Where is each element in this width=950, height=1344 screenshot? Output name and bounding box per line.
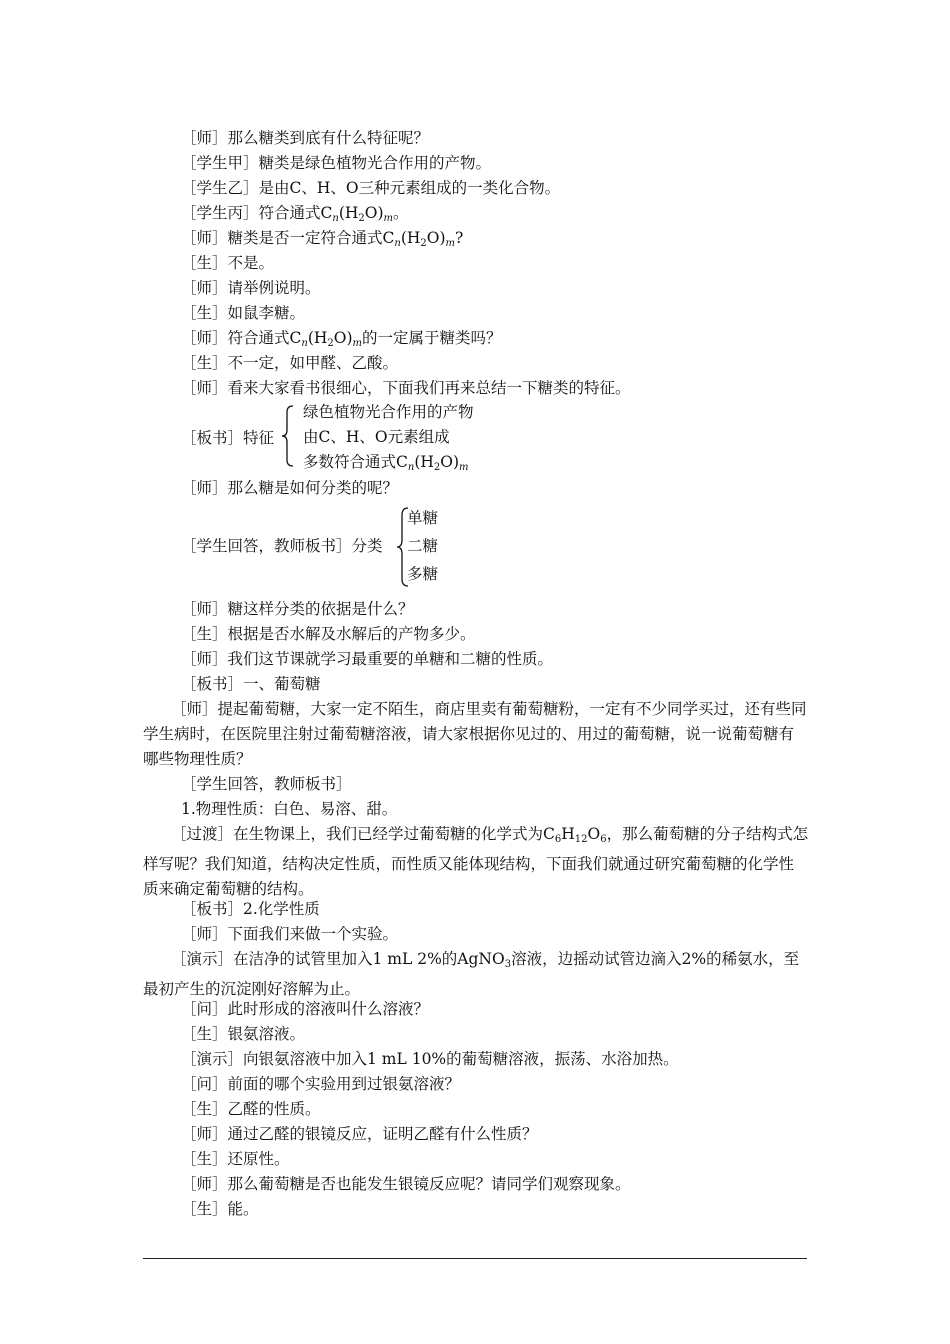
feature-item: 绿色植物光合作用的产物 (303, 403, 474, 421)
paragraph: ［师］提起葡萄糖，大家一定不陌生，商店里卖有葡萄糖粉，一定有不少同学买过，还有些同学生病时，在医院里注射过葡萄糖溶液，请大家根据你见过的、用过的葡萄糖，说一说葡萄糖有哪些物理性质？ (143, 700, 807, 768)
classification-label: ［学生回答，教师板书］分类 (181, 537, 383, 555)
line: ［板书］一、葡萄糖 (181, 675, 321, 693)
line: ［师］请举例说明。 (181, 279, 321, 297)
line: ［生］不是。 (181, 254, 275, 272)
line: ［师］那么葡萄糖是否也能发生银镜反应呢？请同学们观察现象。 (181, 1175, 631, 1193)
line: ［师］通过乙醛的银镜反应，证明乙醛有什么性质？ (181, 1125, 538, 1143)
line: ［生］根据是否水解及水解后的产物多少。 (181, 625, 476, 643)
footer-rule (143, 1258, 807, 1259)
line-formula: ［师］糖类是否一定符合通式$Cn(H_2O)m$? (181, 229, 464, 249)
line: ［生］还原性。 (181, 1150, 290, 1168)
features-label: ［板书］特征 (181, 429, 275, 447)
line: ［问］前面的哪个实验用到过银氨溶液？ (181, 1075, 461, 1093)
line: ［生］能。 (181, 1200, 259, 1218)
line: ［师］那么糖是如何分类的呢？ (181, 479, 399, 497)
line-formula: ［学生丙］符合通式$Cn(H_2O)m$。 (181, 204, 409, 224)
line-formula: ［师］符合通式$Cn(H_2O)m$的一定属于糖类吗？ (181, 329, 502, 349)
line: ［师］我们这节课就学习最重要的单糖和二糖的性质。 (181, 650, 554, 668)
line: ［师］看来大家看书很细心，下面我们再来总结一下糖类的特征。 (181, 379, 631, 397)
line: ［学生甲］糖类是绿色植物光合作用的产物。 (181, 154, 492, 172)
line: ［师］那么糖类到底有什么特征呢？ (181, 129, 430, 147)
line: ［师］糖这样分类的依据是什么？ (181, 600, 414, 618)
classification-item: 二糖 (407, 537, 439, 555)
brace-features (281, 404, 295, 468)
paragraph-formula: ［过渡］在生物课上，我们已经学过葡萄糖的化学式为$C_6H_{12}O_6$，那么葡萄糖的分子结构式怎样写呢？我们知道，结构决定性质，而性质又能体现结构，下面我们就通过研究葡萄糖的化学性质来确定葡萄糖的结构。 (143, 825, 809, 898)
line: ［学生回答，教师板书］ (181, 775, 352, 793)
line: ［生］乙醛的性质。 (181, 1100, 321, 1118)
line: ［演示］向银氨溶液中加入1 mL 10%的葡萄糖溶液，振荡、水浴加热。 (181, 1050, 679, 1068)
line: ［生］银氨溶液。 (181, 1025, 306, 1043)
classification-item: 多糖 (407, 565, 439, 583)
classification-item: 单糖 (407, 509, 439, 527)
line: ［生］如鼠李糖。 (181, 304, 306, 322)
line: ［学生乙］是由C、H、O三种元素组成的一类化合物。 (181, 179, 561, 197)
feature-item: 多数符合通式$Cn(H_2O)m$ (303, 453, 469, 473)
feature-item: 由C、H、O元素组成 (303, 428, 450, 446)
line: ［师］下面我们来做一个实验。 (181, 925, 399, 943)
line: ［板书］2.化学性质 (181, 900, 320, 918)
line: ［问］此时形成的溶液叫什么溶液？ (181, 1000, 430, 1018)
line: 1.物理性质：白色、易溶、甜。 (181, 800, 398, 818)
line: ［生］不一定，如甲醛、乙酸。 (181, 354, 399, 372)
paragraph-formula: ［演示］在洁净的试管里加入1 mL 2%的AgNO$_3$溶液，边摇动试管边滴入2%的稀氨水，至最初产生的沉淀刚好溶解为止。 (143, 950, 800, 998)
